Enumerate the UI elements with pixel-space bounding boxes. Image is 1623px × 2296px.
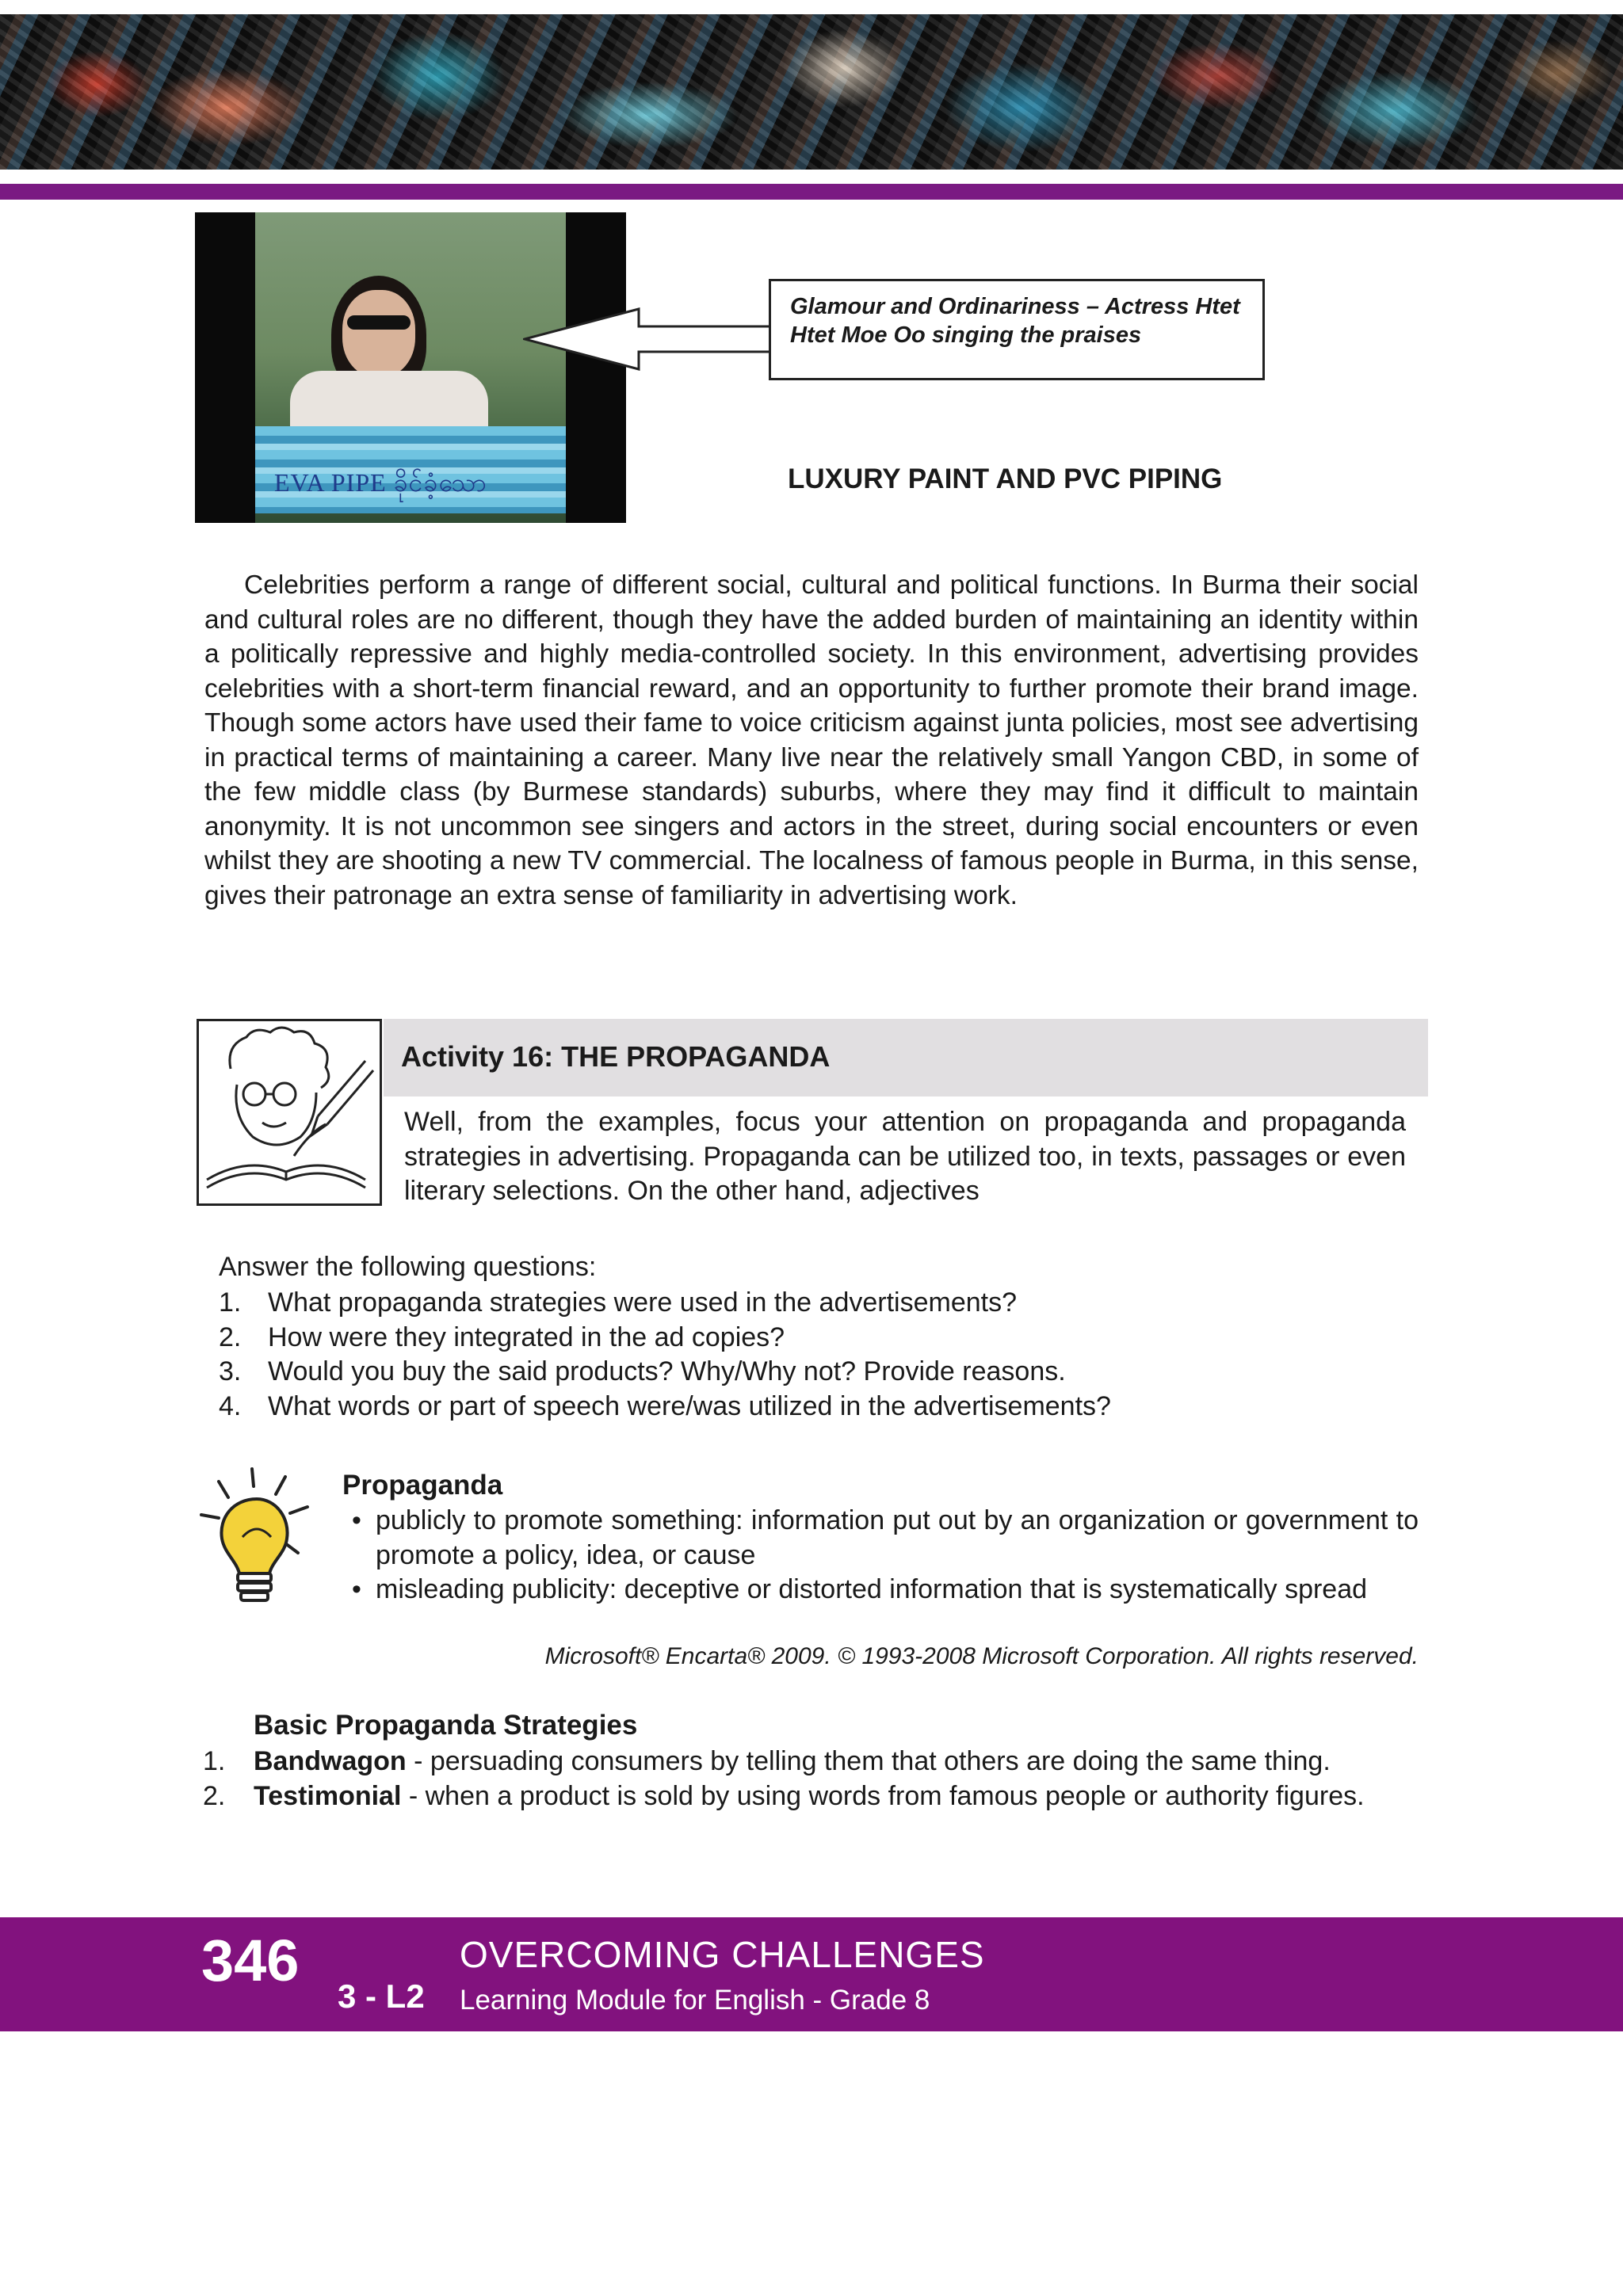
callout-arrow-icon [523, 299, 773, 379]
photo-person-face [342, 290, 415, 377]
photo-title: LUXURY PAINT AND PVC PIPING [788, 463, 1223, 494]
activity-title: Activity 16: THE PROPAGANDA [401, 1040, 831, 1073]
definition-item: • misleading publicity: deceptive or distorted information that is systematically spread [349, 1573, 1419, 1608]
student-writing-icon [199, 1021, 380, 1203]
propaganda-definition-list [349, 1504, 1419, 1608]
question-item [219, 1321, 1111, 1356]
strategy-number: 2. [203, 1780, 226, 1811]
strategy-description: - persuading consumers by telling them that others are doing the same thing. [406, 1746, 1331, 1776]
citation: Microsoft® Encarta® 2009. © 1993-2008 Microsoft Corporation. All rights reserved. [544, 1643, 1419, 1669]
questions-intro: Answer the following questions: [219, 1252, 597, 1282]
photo-caption: EVA PIPE ခိုင်ခံ့သော [274, 468, 487, 497]
footer-title: OVERCOMING CHALLENGES [460, 1934, 985, 1975]
activity-icon-box [197, 1019, 382, 1206]
lightbulb-icon [197, 1466, 339, 1608]
footer-module-code: 3 - L2 [338, 1978, 425, 2015]
question-text: What propaganda strategies were used in the advertisements? [268, 1287, 1017, 1318]
definition-item: • publicly to promote something: information put out by an organization or government to promote a policy, idea, or cause [349, 1504, 1419, 1573]
question-text: What words or part of speech were/was utilized in the advertisements? [268, 1390, 1111, 1421]
strategy-list [203, 1745, 1419, 1814]
strategy-description: - when a product is sold by using words from famous people or authority figures. [401, 1780, 1365, 1811]
strategy-term: Testimonial [254, 1780, 402, 1811]
question-number: 2. [219, 1322, 242, 1352]
question-number: 4. [219, 1390, 242, 1421]
strategy-item [203, 1745, 1419, 1779]
callout-text: Glamour and Ordinariness – Actress Htet Htet Moe Oo singing the praises [790, 294, 1240, 348]
question-text: How were they integrated in the ad copies? [268, 1322, 785, 1352]
strategy-item [203, 1779, 1419, 1814]
propaganda-title: Propaganda [342, 1470, 503, 1501]
question-item [219, 1286, 1111, 1321]
photo-person-sunglasses [347, 315, 411, 330]
activity-text: Well, from the examples, focus your attention on propaganda and propaganda strategies in advertising. Propaganda can be utilized too, in texts, passages or even literary selections. On the other hand, adjectives [404, 1107, 1406, 1206]
photo-callout [769, 279, 1265, 380]
question-number: 1. [219, 1287, 242, 1318]
strategy-term: Bandwagon [254, 1746, 407, 1776]
body-paragraph: Celebrities perform a range of different social, cultural and political functions. In Burma their social and cultural roles are no different, though they have the added burden of maintaining an identity within a politically repressive and highly media-controlled society. In this environment, advertising provides celebrities with a short-term financial reward, and an opportunity to further promote their brand image. Though some actors have used their fame to voice criticism against junta policies, most see advertising in practical terms of maintaining a career. Many live near the relatively small Yangon CBD, in some of the few middle class (by Burmese standards) suburbs, where they may find it difficult to maintain anonymity. It is not uncommon see singers and actors in the street, during social encounters or even whilst they are shooting a new TV commercial. The localness of famous people in Burma, in this sense, gives their patronage an extra sense of familiarity in advertising work. [204, 570, 1419, 910]
header-divider [0, 184, 1623, 200]
header-banner-texture [0, 14, 1623, 170]
question-number: 3. [219, 1356, 242, 1386]
question-text: Would you buy the said products? Why/Why not? Provide reasons. [268, 1356, 1066, 1386]
question-list [219, 1286, 1111, 1424]
page-number: 346 [201, 1928, 300, 1993]
question-item [219, 1390, 1111, 1425]
question-item [219, 1355, 1111, 1390]
strategy-number: 1. [203, 1746, 226, 1776]
footer-subtitle: Learning Module for English - Grade 8 [460, 1985, 930, 2016]
strategies-title: Basic Propaganda Strategies [254, 1710, 638, 1741]
